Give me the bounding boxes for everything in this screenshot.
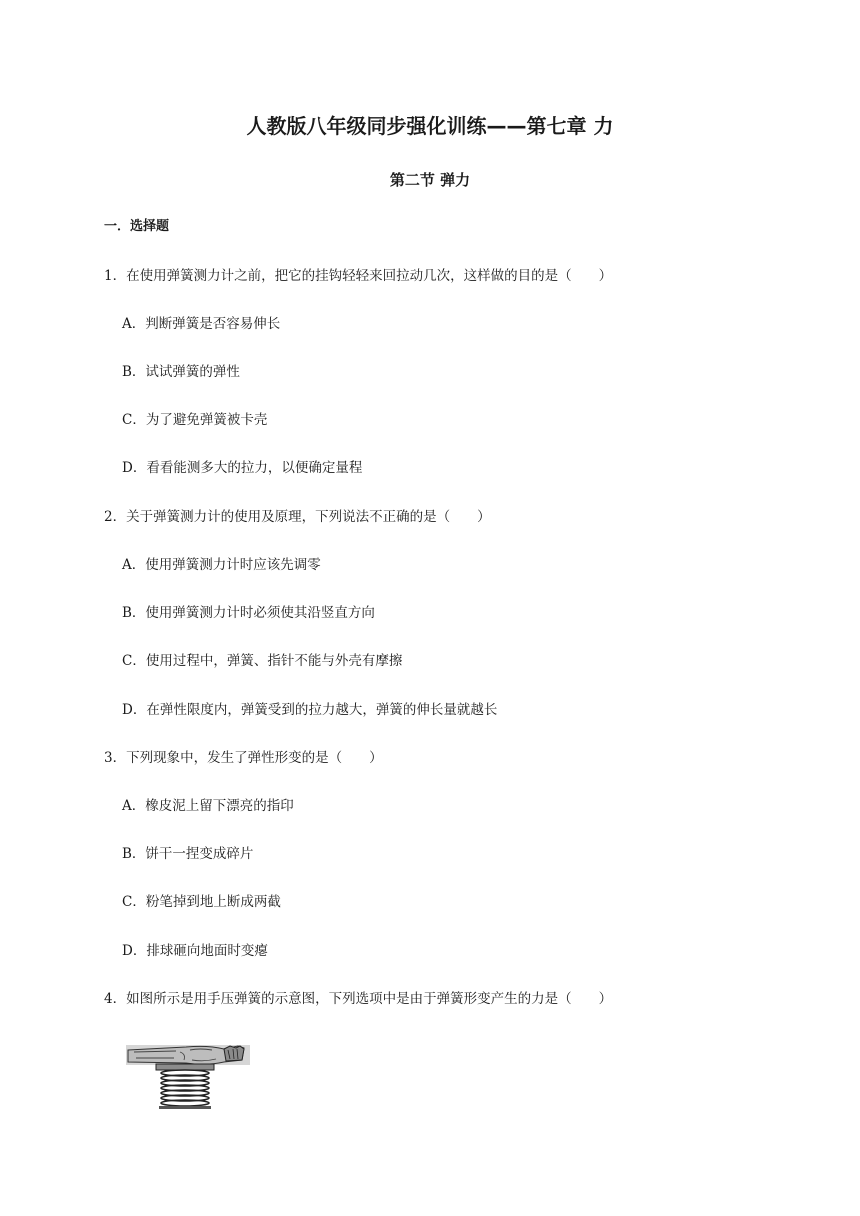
question-3-option-a: A．橡皮泥上留下漂亮的指印	[122, 798, 294, 814]
question-1-option-d: D．看看能测多大的拉力，以便确定量程	[122, 460, 363, 476]
hand-pressing-spring-figure	[126, 1040, 250, 1110]
question-2-option-c: C．使用过程中，弹簧、指针不能与外壳有摩擦	[122, 653, 403, 669]
question-1-option-c: C．为了避免弹簧被卡壳	[122, 412, 268, 428]
hand-spring-illustration	[126, 1040, 250, 1110]
spring-base-icon	[159, 1106, 211, 1109]
question-2-option-a: A．使用弹簧测力计时应该先调零	[122, 557, 321, 573]
question-3-stem: 3．下列现象中，发生了弹性形变的是（ ）	[104, 750, 383, 766]
question-3-option-c: C．粉笔掉到地上断成两截	[122, 894, 281, 910]
hand-icon	[126, 1045, 250, 1065]
question-3-option-d: D．排球砸向地面时变瘪	[122, 943, 268, 959]
question-type-heading: 一．选择题	[104, 219, 170, 234]
question-1-option-b: B．试试弹簧的弹性	[122, 364, 240, 380]
coil-spring-icon	[161, 1070, 209, 1106]
question-1-option-a: A．判断弹簧是否容易伸长	[122, 316, 281, 332]
question-2-stem: 2．关于弹簧测力计的使用及原理，下列说法不正确的是（ ）	[104, 509, 491, 525]
question-2-option-d: D．在弹性限度内，弹簧受到的拉力越大，弹簧的伸长量就越长	[122, 702, 498, 718]
section-subtitle: 第二节 弹力	[389, 171, 471, 189]
question-1-stem: 1．在使用弹簧测力计之前，把它的挂钩轻轻来回拉动几次，这样做的目的是（ ）	[104, 268, 613, 284]
question-3-option-b: B．饼干一捏变成碎片	[122, 846, 254, 862]
document-title: 人教版八年级同步强化训练——第七章 力	[246, 114, 614, 138]
question-4-stem: 4．如图所示是用手压弹簧的示意图，下列选项中是由于弹簧形变产生的力是（ ）	[104, 991, 613, 1007]
question-2-option-b: B．使用弹簧测力计时必须使其沿竖直方向	[122, 605, 375, 621]
spring-top-plate-icon	[156, 1064, 214, 1070]
